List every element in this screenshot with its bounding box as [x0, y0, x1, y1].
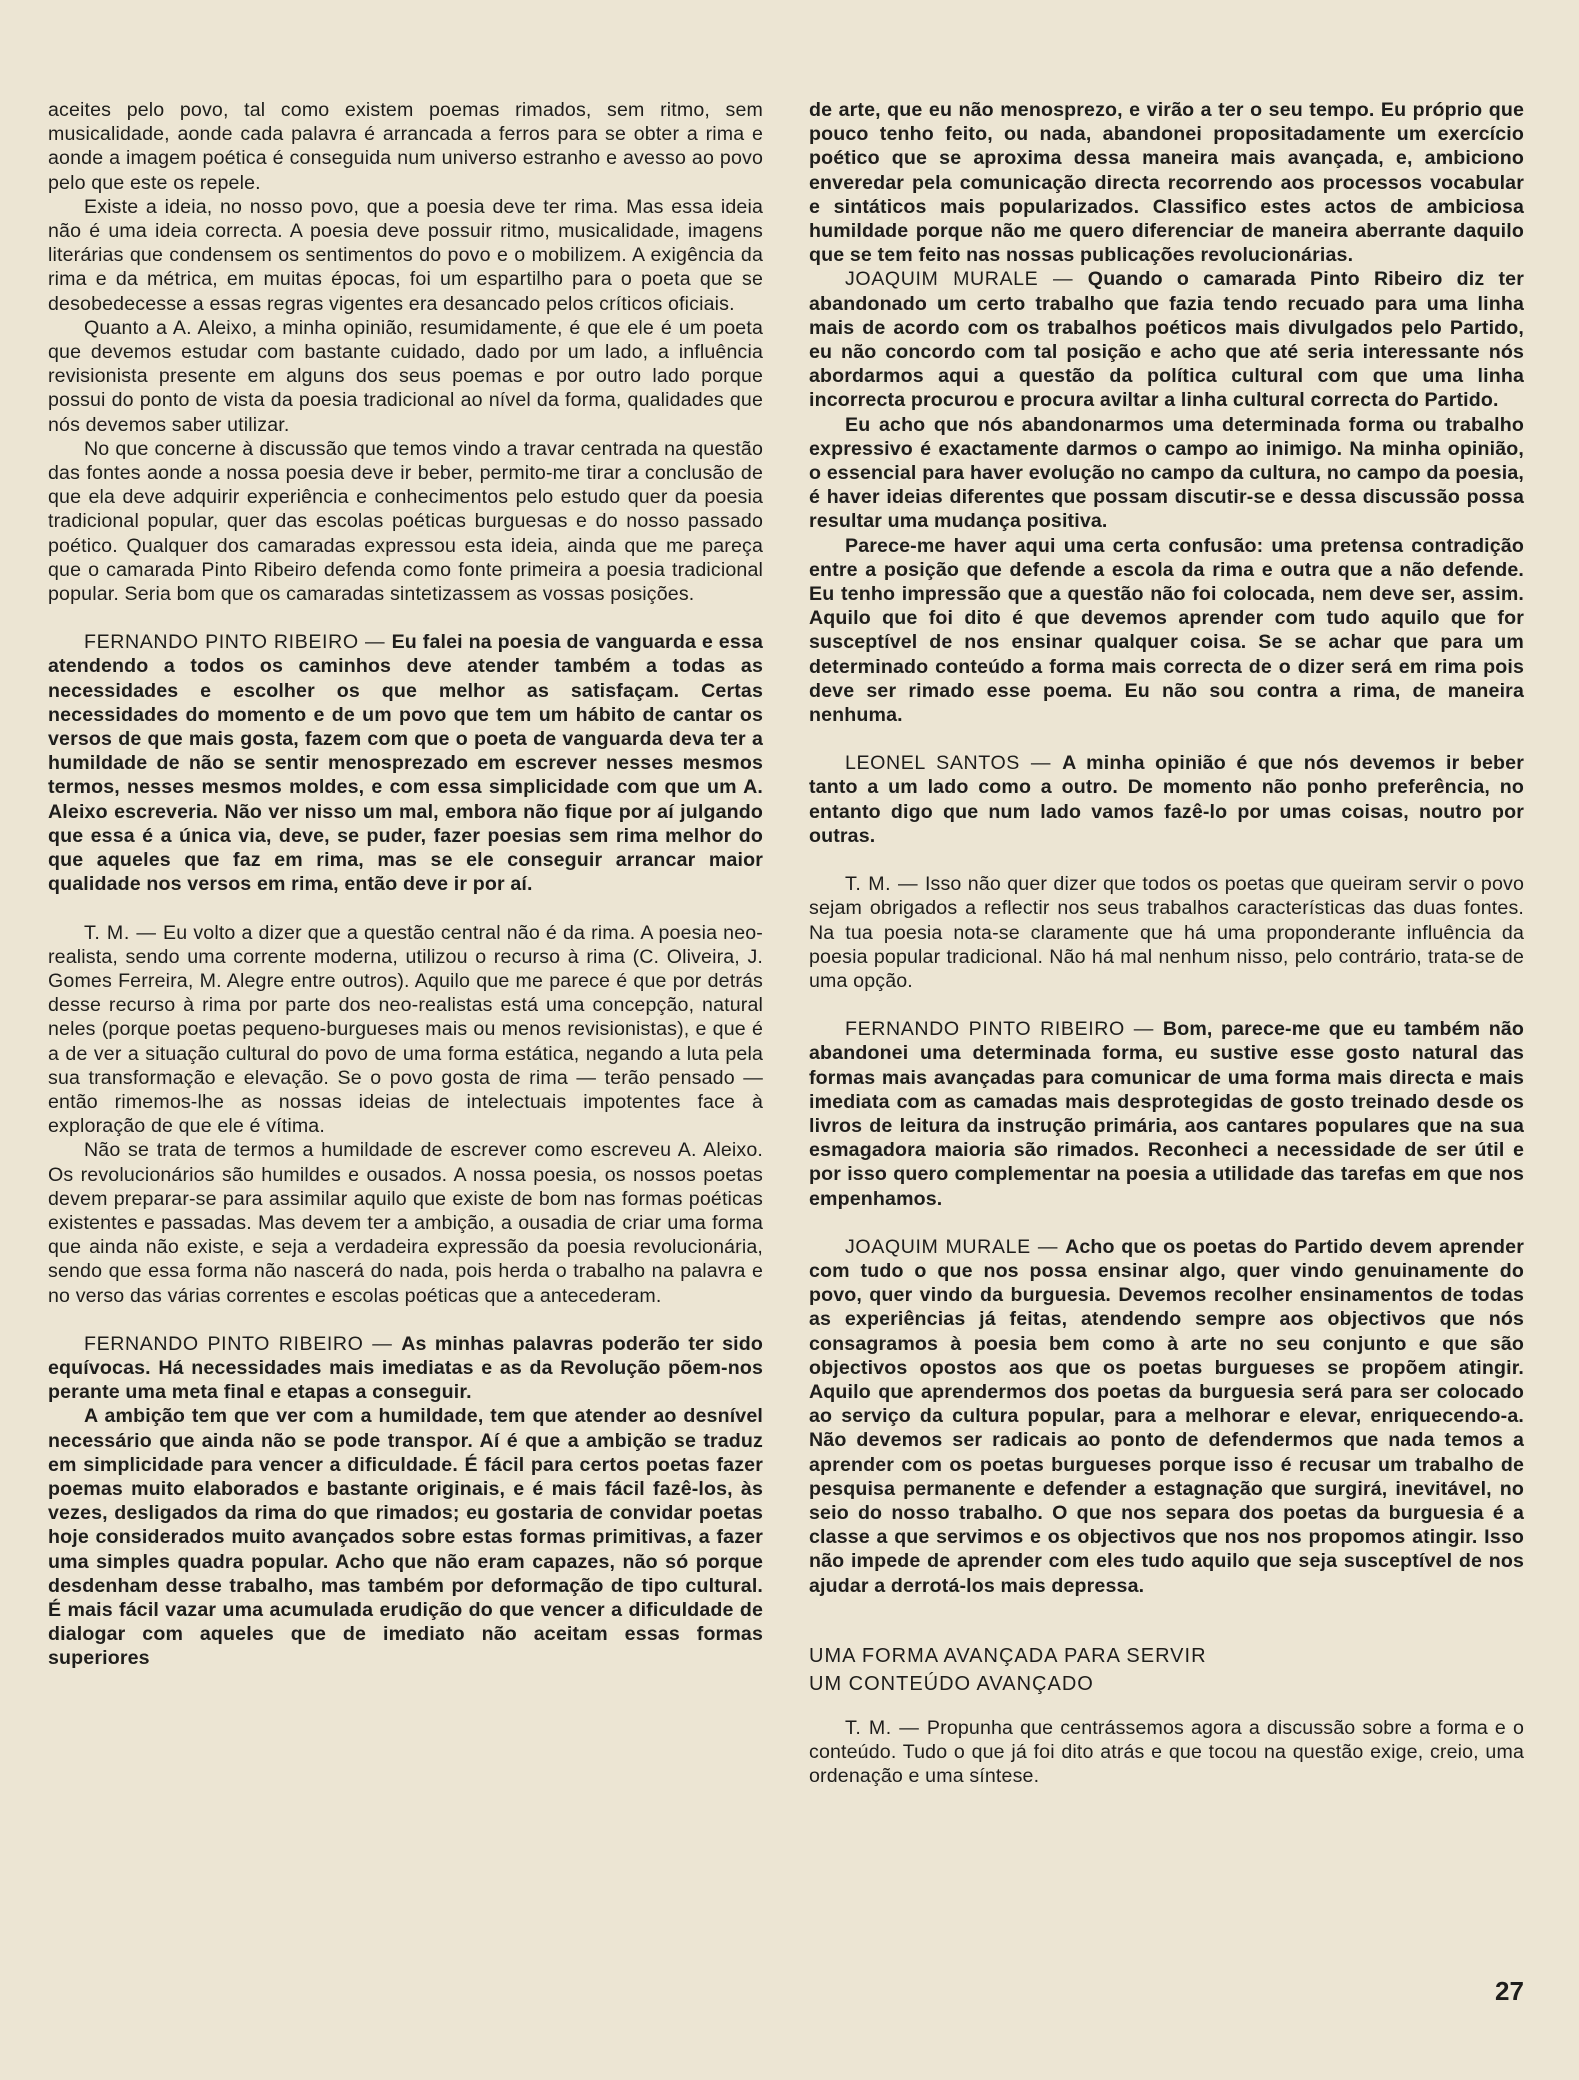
speech-fernando-1: [48, 630, 763, 896]
speech-text: Acho que os poetas do Partido devem aprender com tudo o que nos possa ensinar algo, quer vindo genuinamente do povo, quer vindo da burguesia. Devemos recolher ensinamentos de todas as experiências já feitas, atendendo sempre aos objectivos que nós consagramos à poesia bem como à arte no seu conjunto e que são objectivos opostos aos que os poetas burgueses se propõem atingir. Aquilo que aprendermos dos poetas da burguesia será para ser colocado ao serviço da cultura popular, para a melhorar e elevar, enriquecendo-a. Não devemos ser radicais ao ponto de defendermos que nada temos a aprender com os poetas burgueses porque isso é recusar um trabalho de pesquisa permanente e defender a estagnação que surgirá, inevitável, no seio do nosso trabalho. O que nos separa dos poetas da burguesia é a classe a que servimos e os objectivos que nos nos propomos atingir. Isso não impede de aprender com eles tudo aquilo que seja susceptível de nos ajudar a derrotá-los mais depressa.: [809, 1235, 1524, 1597]
speech-tm-2: [809, 872, 1524, 993]
section-heading-line-2: UM CONTEÚDO AVANÇADO: [809, 1672, 1094, 1695]
speech-text: Bom, parece-me que eu também não abandonei uma determinada forma, eu sustive esse gosto natural das formas mais avançadas para comunicar de uma forma mais directa e mais imediata com as camadas mais desprotegidas de gosto treinado desde os livros de leitura da instrução primária, aos cantares populares que na sua esmagadora maioria são rimados. Reconheci a necessidade de ser útil e por isso quero complementar na poesia a utilidade das tarefas em que nos empenhamos.: [809, 1018, 1524, 1210]
speaker-name: LEONEL SANTOS —: [845, 752, 1063, 775]
speaker-name: FERNANDO PINTO RIBEIRO —: [84, 1332, 402, 1355]
section-heading-line-1: UMA FORMA AVANÇADA PARA SERVIR: [809, 1644, 1207, 1667]
speech-text: Quando o camarada Pinto Ribeiro diz ter abandonado um certo trabalho que fazia tendo recuado para uma linha mais de acordo com os trabalhos poéticos mais divulgados pelo Partido, eu não concordo com tal posição e acho que até seria interessante nós abordarmos aqui a questão da política cultural com que uma linha incorrecta procurou e procura aviltar a linha cultural correcta do Partido.: [809, 268, 1524, 412]
speech-text: As minhas palavras poderão ter sido equívocas. Há necessidades mais imediatas e as da Revolução põem-nos perante uma meta final e etapas a conseguir.: [48, 1332, 763, 1404]
section-heading: [809, 1642, 1524, 1698]
speech-text: A minha opinião é que nós devemos ir beber tanto a um lado como a outro. De momento não ponho preferência, no entanto digo que num lado vamos fazê-lo por umas coisas, noutro por outras.: [809, 752, 1524, 847]
speaker-name: JOAQUIM MURALE —: [845, 1235, 1066, 1258]
speaker-name: FERNANDO PINTO RIBEIRO —: [845, 1018, 1163, 1041]
paragraph: de arte, que eu não menosprezo, e virão a ter o seu tempo. Eu próprio que pouco tenho feito, ou nada, abandonei propositadamente um exercício poético que se aproxima dessa maneira mais avançada, e, ambiciono enveredar pela comunicação directa recorrendo aos processos vocabular e sintáticos mais popularizados. Classifico estes actos de ambiciosa humildade porque não me quero diferenciar de maneira aberrante daquilo que se tem feito nas nossas publicações revolucionárias.: [809, 99, 1524, 267]
speech-fernando-3: [809, 1017, 1524, 1211]
speech-text: Propunha que centrássemos agora a discussão sobre a forma e o conteúdo. Tudo o que já foi dito atrás e que tocou na questão exige, creio, uma ordenação e uma síntese.: [809, 1716, 1524, 1788]
paragraph: A ambição tem que ver com a humildade, tem que atender ao desnível necessário que ainda não se pode transpor. Aí é que a ambição se traduz em simplicidade para vencer a dificuldade. É fácil para certos poetas fazer poemas muito elaborados e bastante originais, e é mais fácil fazê-los, às vezes, desligados da rima do que rimados; eu gostaria de convidar poetas hoje considerados muito avançados sobre estas formas primitivas, a fazer uma simples quadra popular. Acho que não eram capazes, não só porque desdenham desse trabalho, mas também por deformação de tipo cultural. É mais fácil vazar uma acumulada erudição do que vencer a dificuldade de dialogar com aqueles que de imediato não aceitam essas formas superiores: [48, 1405, 763, 1670]
paragraph: Existe a ideia, no nosso povo, que a poesia deve ter rima. Mas essa ideia não é uma ideia correcta. A poesia deve possuir ritmo, musicalidade, imagens literárias que condensem os sentimentos do povo e o mobilizem. A exigência da rima e da métrica, em muitas épocas, foi um espartilho para o poeta que se desobedecesse a essas regras vigentes era desancado pelos críticos oficiais.: [48, 195, 763, 315]
page-number: 27: [1495, 1976, 1524, 2006]
speech-text: Eu falei na poesia de vanguarda e essa atendendo a todos os caminhos deve atender também a todas as necessidades e escolher os que melhor as satisfaçam. Certas necessidades do momento e de um povo que tem um hábito de cantar os versos de que mais gosta, fazem com que o poeta de vanguarda deva ter a humildade de não se sentir menosprezado em escrever nesses mesmos termos, nesses mesmos moldes, e com essa simplicidade com que um A. Aleixo escreveria. Não ver nisso um mal, embora não fique por aí julgando que essa é a única via, deve, se puder, fazer poesias sem rima melhor do que aqueles que faz em rima, mas se ele conseguir arrancar maior qualidade nos versos em rima, então deve ir por aí.: [48, 631, 763, 896]
paragraph: No que concerne à discussão que temos vindo a travar centrada na questão das fontes aonde a nossa poesia deve ir beber, permito-me tirar a conclusão de que ela deve adquirir experiência e conhecimentos pelo estudo quer da poesia tradicional popular, quer das escolas poéticas burguesas e do nosso passado poético. Qualquer dos camaradas expressou esta ideia, ainda que me pareça que o camarada Pinto Ribeiro defenda como fonte primeira a poesia tradicional popular. Seria bom que os camaradas sintetizassem as vossas posições.: [48, 437, 763, 606]
speech-tm-1: [48, 921, 763, 1139]
speaker-name: T. M. —: [84, 921, 164, 944]
speech-murale-1: [809, 267, 1524, 412]
paragraph: aceites pelo povo, tal como existem poemas rimados, sem ritmo, sem musicalidade, aonde cada palavra é arrancada a ferros para se obter a rima e aonde a imagem poética é conseguida num universo estranho e avesso ao povo pelo que este os repele.: [48, 99, 763, 194]
speaker-name: T. M. —: [845, 1716, 927, 1739]
left-column: [48, 98, 763, 1671]
paragraph: Parece-me haver aqui uma certa confusão: uma pretensa contradição entre a posição que defende a escola da rima e outra que a não defende. Eu tenho impressão que a questão não foi colocada, nem deve ser, assim. Aquilo que foi dito é que devemos aprender com tudo aquilo que for susceptível de nos ensinar qualquer coisa. Se se achar que para um determinado conteúdo a forma mais correcta de o dizer será em rima pois deve ser rimado esse poema. Eu não sou contra a rima, de maneira nenhuma.: [809, 534, 1524, 727]
speech-text: Eu volto a dizer que a questão central não é da rima. A poesia neo-realista, sendo uma corrente moderna, utilizou o recurso à rima (C. Oliveira, J. Gomes Ferreira, M. Alegre entre outros). Aquilo que me parece é que por detrás desse recurso à rima por parte dos neo-realistas está uma concepção, natural neles (porque poetas pequeno-burgueses mais ou menos revisionistas), e que é a de ver a situação cultural do povo de uma forma estática, negando a luta pela sua transformação e elevação. Se o povo gosta de rima — terão pensado — então rimemos-lhe as nossas ideias de intelectuais impotentes face à exploração de que ele é vítima.: [48, 921, 763, 1138]
speech-text: Isso não quer dizer que todos os poetas que queiram servir o povo sejam obrigados a reflectir nos seus trabalhos características das duas fontes. Na tua poesia nota-se claramente que há uma proponderante influência da poesia popular tradicional. Não há mal nenhum nisso, pelo contrário, trata-se de uma opção.: [809, 873, 1525, 992]
speech-leonel: [809, 751, 1524, 848]
speaker-name: FERNANDO PINTO RIBEIRO —: [84, 631, 392, 654]
speech-tm-3: [809, 1716, 1524, 1789]
speech-murale-2: [809, 1235, 1524, 1598]
paragraph: Não se trata de termos a humildade de escrever como escreveu A. Aleixo. Os revolucionários são humildes e ousados. A nossa poesia, os nossos poetas devem preparar-se para assimilar aquilo que existe de bom nas formas poéticas existentes e passadas. Mas devem ter a ambição, a ousadia de criar uma forma que ainda não existe, e seja a verdadeira expressão da poesia revolucionária, sendo que essa forma não nascerá do nada, pois herda o trabalho na palavra e no verso das várias correntes e escolas poéticas que a antecederam.: [48, 1139, 763, 1307]
speaker-name: T. M. —: [845, 873, 925, 896]
speech-fernando-2: [48, 1332, 763, 1405]
right-column: [809, 98, 1524, 1788]
paragraph: Eu acho que nós abandonarmos uma determinada forma ou trabalho expressivo é exactamente darmos o campo ao inimigo. Na minha opinião, o essencial para haver evolução no campo da cultura, no campo da poesia, é haver ideias diferentes que possam discutir-se e dessa discussão possa resultar uma mudança positiva.: [809, 413, 1524, 533]
speaker-name: JOAQUIM MURALE —: [845, 268, 1088, 291]
paragraph: Quanto a A. Aleixo, a minha opinião, resumidamente, é que ele é um poeta que devemos estudar com bastante cuidado, dado por um lado, a influência revisionista presente em alguns dos seus poemas e por outro lado porque possui do ponto de vista da poesia tradicional ao nível da forma, qualidades que nós devemos saber utilizar.: [48, 316, 763, 436]
